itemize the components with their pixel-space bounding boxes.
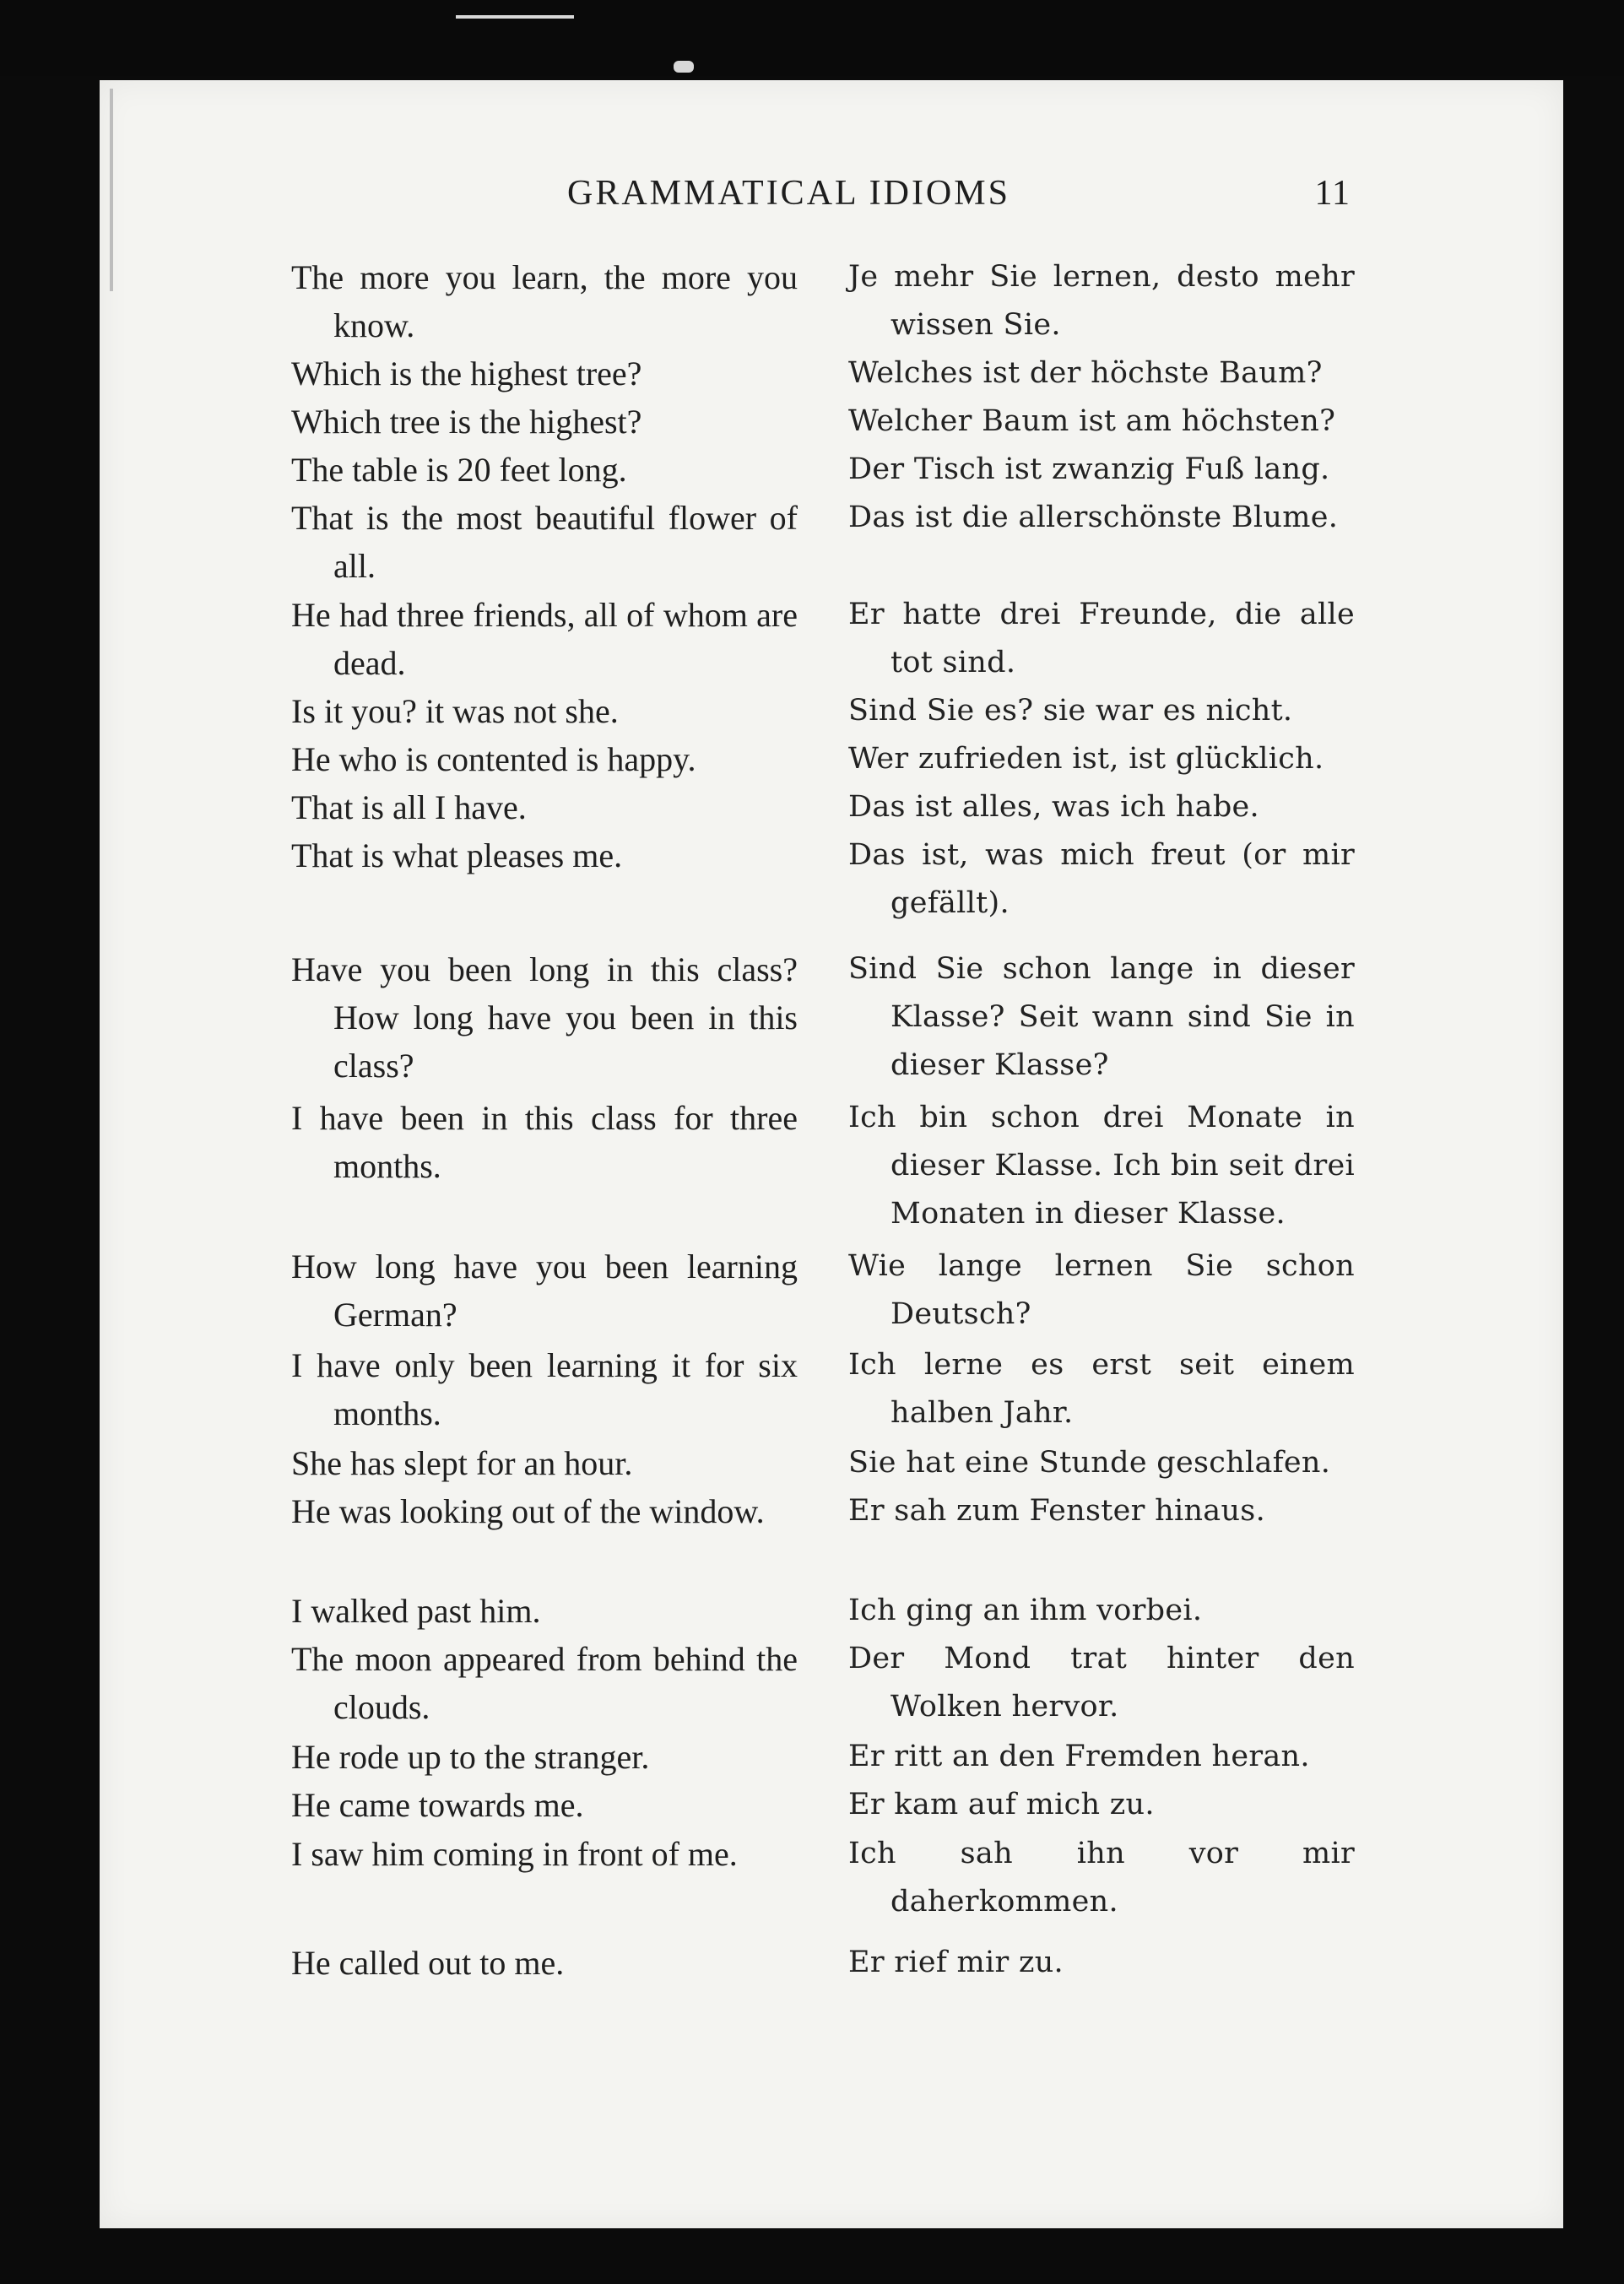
english-phrase: She has slept for an hour. [291, 1444, 633, 1482]
english-phrase: Is it you? it was not she. [291, 692, 619, 730]
english-phrase: I saw him coming in front of me. [291, 1835, 738, 1873]
german-translation: Ich ging an ihm vorbei. [848, 1594, 1203, 1627]
english-phrase: I have only been learning it for six months. [291, 1346, 798, 1432]
german-translation: Der Tisch ist zwanzig Fuß lang. [848, 452, 1330, 486]
english-phrase: That is what pleases me. [291, 836, 623, 874]
scan-artifact-line [456, 15, 574, 19]
german-translation: Wie lange lernen Sie schon Deutsch? [848, 1249, 1355, 1331]
scan-artifact-dot [674, 61, 694, 73]
english-phrase: Which is the highest tree? [291, 355, 642, 392]
german-translation: Das ist, was mich freut (or mir gefällt). [848, 838, 1355, 920]
german-translation: Der Mond trat hinter den Wolken hervor. [848, 1642, 1355, 1724]
german-translation: Wer zufrieden ist, ist glücklich. [848, 742, 1324, 776]
running-header [567, 173, 1351, 224]
german-translation: Welcher Baum ist am höchsten? [848, 404, 1336, 438]
english-phrase: I have been in this class for three months. [291, 1099, 798, 1185]
running-title: GRAMMATICAL IDIOMS [567, 174, 1010, 213]
english-phrase: The table is 20 feet long. [291, 451, 627, 489]
english-phrase: He rode up to the stranger. [291, 1738, 650, 1776]
german-translation: Er kam auf mich zu. [848, 1788, 1155, 1821]
english-phrase: That is all I have. [291, 788, 527, 826]
english-phrase: The more you learn, the more you know. [291, 258, 798, 344]
german-translation: Sie hat eine Stunde geschlafen. [848, 1446, 1331, 1480]
english-phrase: He who is contented is happy. [291, 740, 696, 778]
english-phrase: He came towards me. [291, 1786, 584, 1824]
page-number: 11 [1314, 174, 1351, 213]
english-phrase: Have you been long in this class? How long have you been in this class? [291, 950, 798, 1085]
german-translation: Das ist die allerschönste Blume. [848, 501, 1339, 534]
german-translation: Welches ist der höchste Baum? [848, 356, 1323, 390]
german-translation: Er ritt an den Fremden heran. [848, 1740, 1310, 1773]
german-translation: Er sah zum Fenster hinaus. [848, 1494, 1265, 1528]
german-translation: Er rief mir zu. [848, 1946, 1064, 1979]
scan-border-top [0, 0, 1624, 76]
english-phrase: He called out to me. [291, 1944, 565, 1982]
english-phrase: He was looking out of the window. [291, 1492, 765, 1530]
english-phrase: Which tree is the highest? [291, 403, 642, 441]
german-translation: Das ist alles, was ich habe. [848, 790, 1259, 824]
german-translation: Er hatte drei Freunde, die alle tot sind. [848, 598, 1355, 679]
german-translation: Ich sah ihn vor mir daherkommen. [848, 1837, 1355, 1919]
english-phrase: That is the most beautiful flower of all. [291, 499, 798, 585]
english-phrase: He had three friends, all of whom are dead. [291, 596, 798, 682]
german-translation: Je mehr Sie lernen, desto mehr wissen Sie. [848, 260, 1355, 342]
page-gutter-shadow [110, 89, 113, 291]
english-phrase: How long have you been learning German? [291, 1248, 798, 1334]
german-translation: Ich bin schon drei Monate in dieser Klasse. Ich bin seit drei Monaten in dieser Klasse. [848, 1101, 1355, 1231]
german-translation: Ich lerne es erst seit einem halben Jahr. [848, 1348, 1355, 1430]
english-phrase: The moon appeared from behind the clouds. [291, 1640, 798, 1726]
german-translation: Sind Sie es? sie war es nicht. [848, 694, 1293, 728]
german-translation: Sind Sie schon lange in dieser Klasse? Seit wann sind Sie in dieser Klasse? [848, 952, 1355, 1082]
english-phrase: I walked past him. [291, 1592, 541, 1630]
